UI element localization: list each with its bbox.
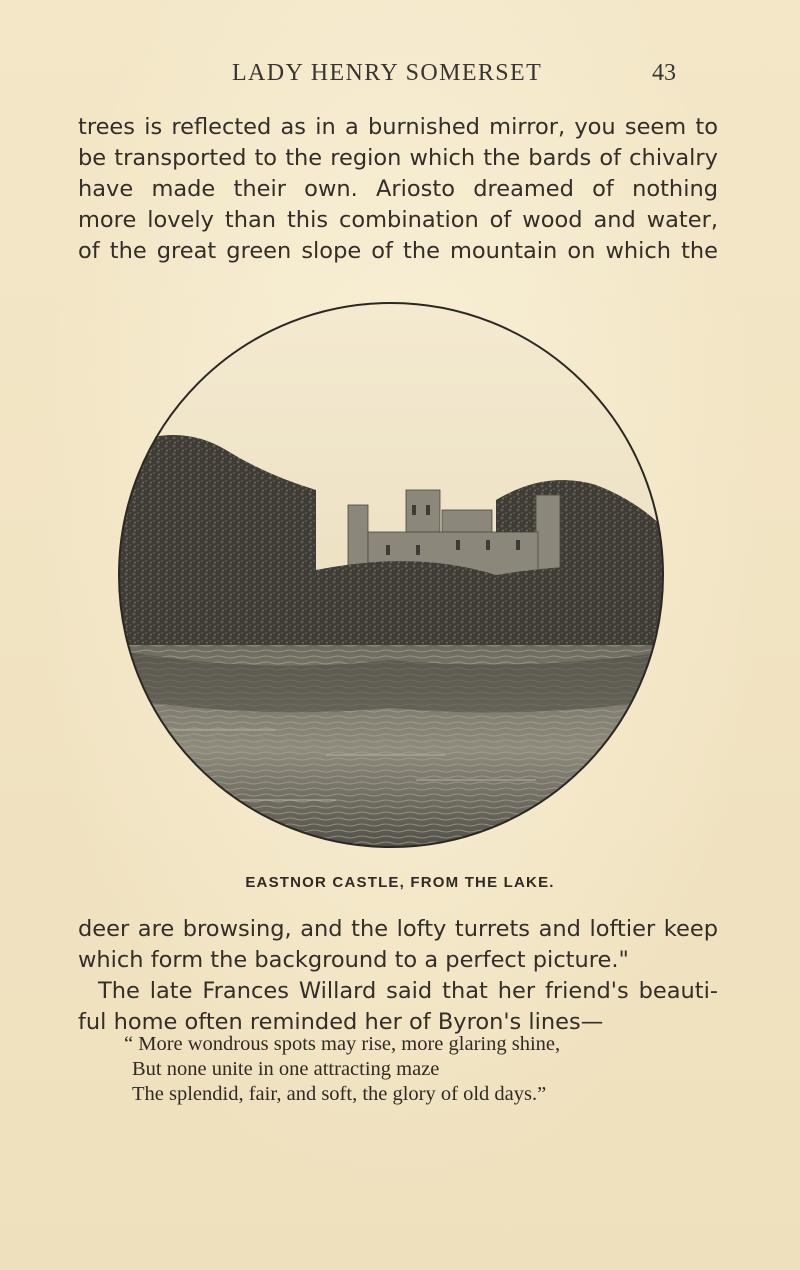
text-line: ful home often reminded her of Byron's lines—	[78, 1009, 604, 1035]
paragraph-1	[78, 112, 718, 267]
byron-verse	[124, 1032, 684, 1107]
running-head: LADY HENRY SOMERSET	[232, 60, 543, 86]
text-line: deer are browsing, and the lofty turrets and loftier keep	[78, 916, 718, 942]
text-line: of the great green slope of the mountain on which the	[78, 238, 718, 264]
castle-lake-photograph	[116, 300, 666, 850]
text-line: be transported to the region which the bards of chivalry	[78, 145, 718, 171]
text-line: The late Frances Willard said that her friend's beauti-	[98, 978, 718, 1004]
paragraph-2	[78, 914, 718, 1038]
text-line: trees is reflected as in a burnished mirror, you seem to	[78, 114, 718, 140]
verse-line: But none unite in one attracting maze	[132, 1058, 440, 1080]
text-line: have made their own. Ariosto dreamed of nothing	[78, 176, 718, 202]
page-number: 43	[652, 60, 676, 86]
page-header	[0, 60, 800, 90]
photo-illustration	[116, 300, 666, 850]
verse-line: The splendid, fair, and soft, the glory of old days.”	[132, 1083, 547, 1105]
text-line: which form the background to a perfect picture."	[78, 947, 629, 973]
text-line: more lovely than this combination of wood and water,	[78, 207, 718, 233]
photo-caption: EASTNOR CASTLE, FROM THE LAKE.	[245, 874, 555, 891]
verse-line: “ More wondrous spots may rise, more glaring shine,	[124, 1033, 561, 1055]
